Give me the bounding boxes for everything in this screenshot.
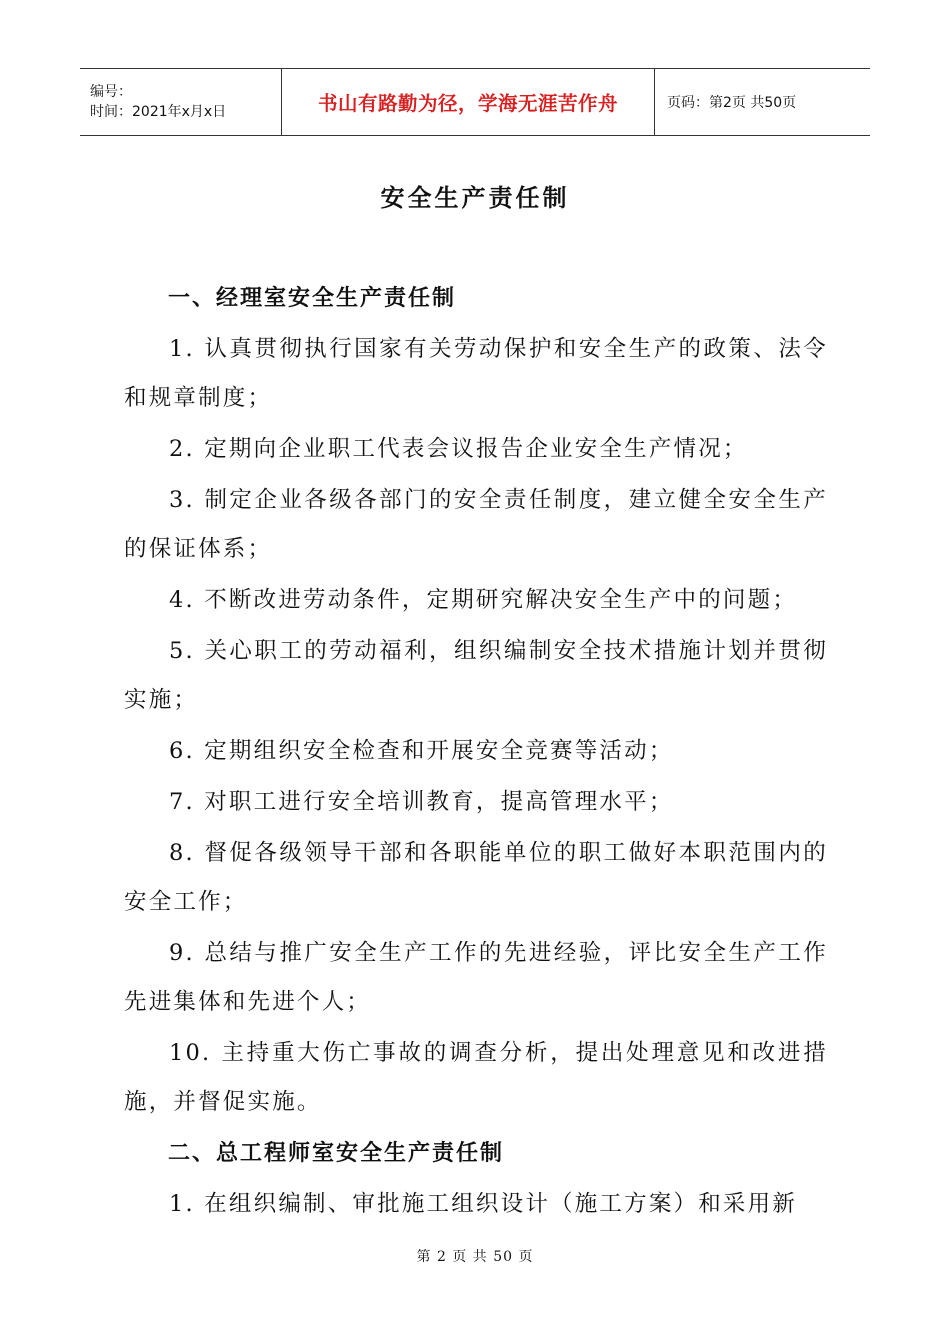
document-header [80, 68, 870, 136]
date-label: 时间：2021年x月x日 [90, 104, 227, 120]
list-item: 9. 总结与推广安全生产工作的先进经验，评比安全生产工作先进集体和先进个人； [124, 940, 828, 1015]
section-heading: 一、经理室安全生产责任制 [168, 286, 457, 311]
number-label: 编号： [90, 84, 132, 100]
list-item: 7. 对职工进行安全培训教育，提高管理水平； [169, 789, 674, 815]
list-item: 3. 制定企业各级各部门的安全责任制度，建立健全安全生产的保证体系； [124, 487, 828, 562]
document-body [124, 274, 828, 1231]
header-motto [282, 69, 655, 135]
section-heading: 二、总工程师室安全生产责任制 [168, 1141, 505, 1166]
document-title: 安全生产责任制 [380, 184, 570, 212]
header-page-info [655, 69, 870, 135]
page-info-text: 页码：第2页 共50页 [667, 95, 797, 111]
list-item: 10. 主持重大伤亡事故的调查分析，提出处理意见和改进措施，并督促实施。 [124, 1040, 828, 1115]
list-item: 4. 不断改进劳动条件，定期研究解决安全生产中的问题； [169, 587, 798, 613]
list-item: 8. 督促各级领导干部和各职能单位的职工做好本职范围内的安全工作； [124, 840, 828, 915]
page-footer: 第 2 页 共 50 页 [416, 1249, 534, 1265]
list-item: 1. 在组织编制、审批施工组织设计（施工方案）和采用新 [169, 1191, 798, 1217]
list-item: 1. 认真贯彻执行国家有关劳动保护和安全生产的政策、法令和规章制度； [124, 336, 828, 411]
list-item: 2. 定期向企业职工代表会议报告企业安全生产情况； [169, 436, 748, 462]
motto-text: 书山有路勤为径，学海无涯苦作舟 [317, 92, 618, 115]
list-item: 5. 关心职工的劳动福利，组织编制安全技术措施计划并贯彻实施； [124, 638, 828, 713]
list-item: 6. 定期组织安全检查和开展安全竞赛等活动； [169, 738, 674, 764]
header-meta [80, 69, 282, 135]
